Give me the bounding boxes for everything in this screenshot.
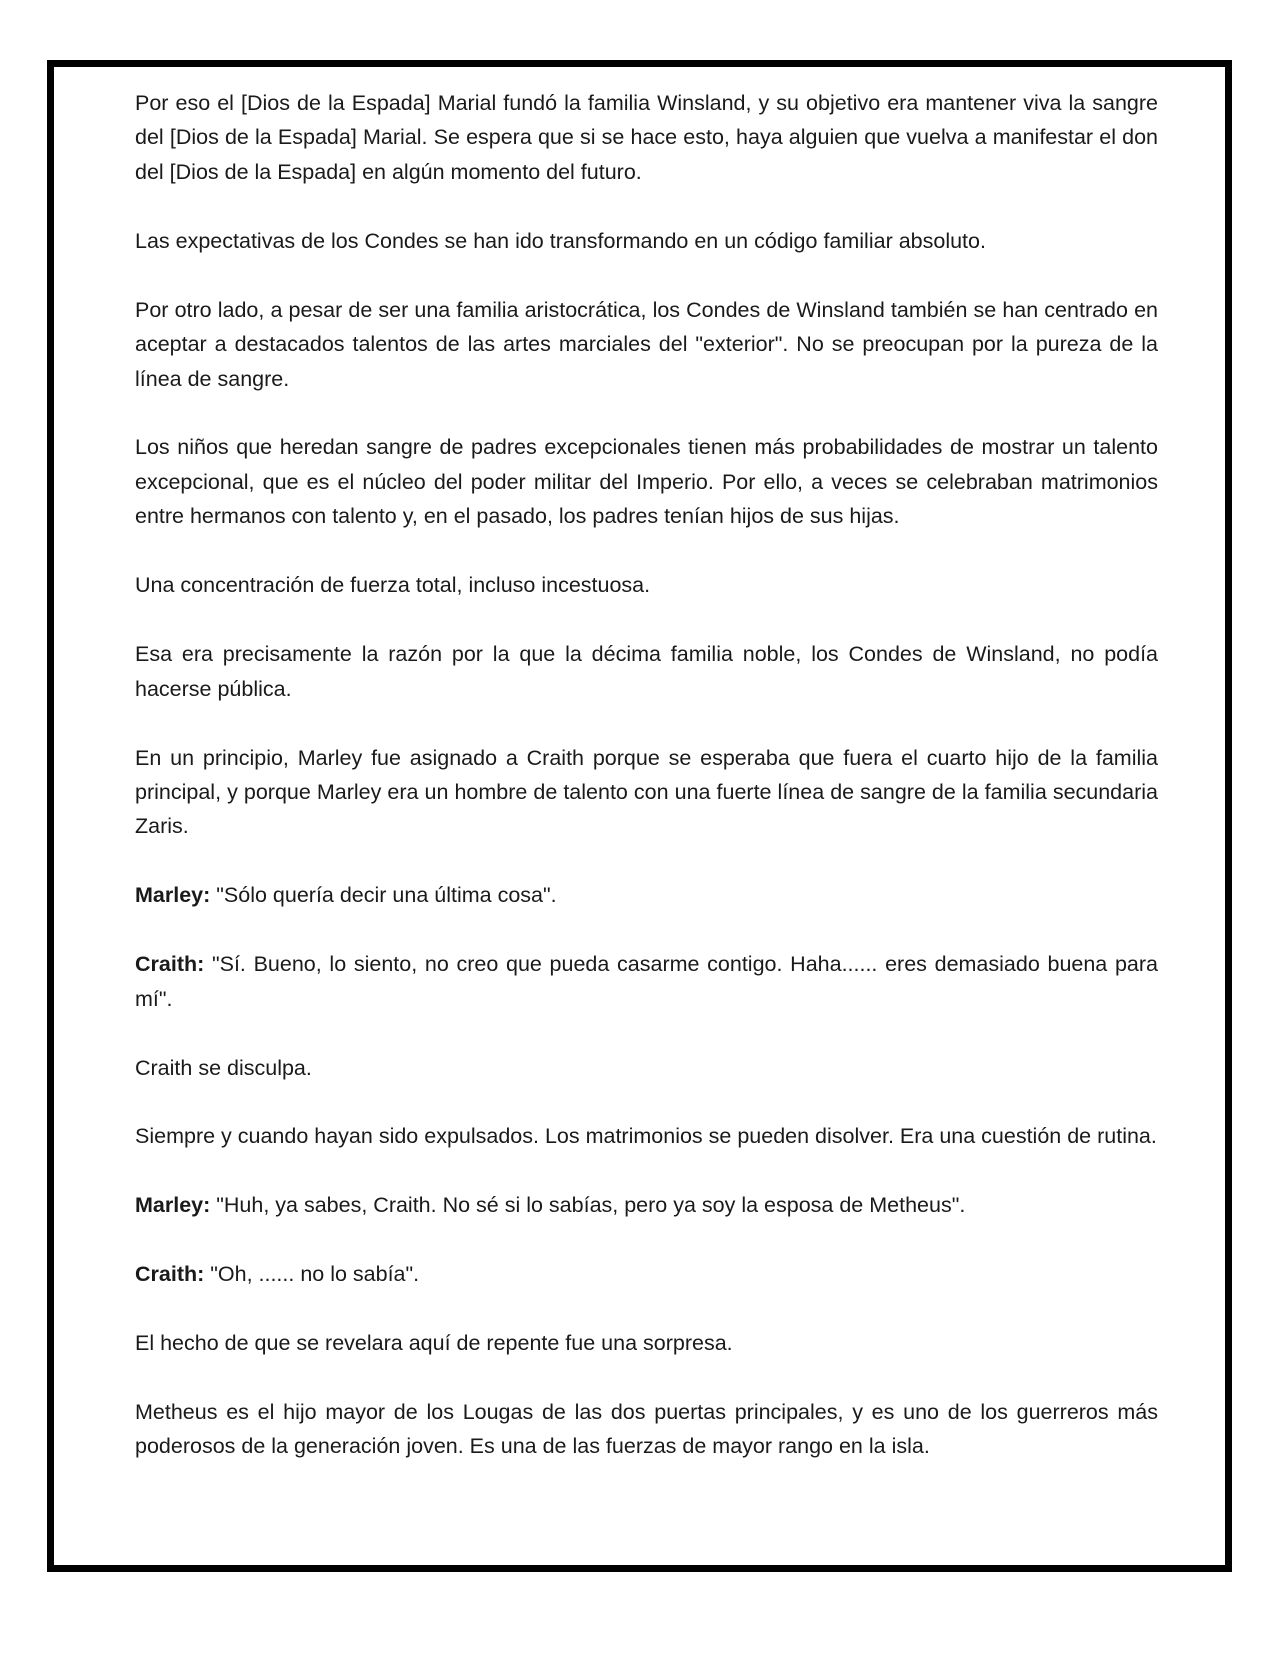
paragraph-text: "Sólo quería decir una última cosa". bbox=[210, 883, 557, 908]
dialogue-paragraph bbox=[135, 947, 1158, 1016]
dialogue-paragraph bbox=[135, 1257, 1158, 1291]
paragraph bbox=[135, 86, 1158, 189]
paragraph-text: Por otro lado, a pesar de ser una familia aristocrática, los Condes de Winsland también se han centrado en aceptar a destacados talentos de las artes marciales del "exterior". No se preocupan por la pureza de la línea de sangre. bbox=[135, 297, 1158, 391]
document-body bbox=[135, 86, 1158, 1464]
paragraph-text: En un principio, Marley fue asignado a Craith porque se esperaba que fuera el cuarto hijo de la familia principal, y porque Marley era un hombre de talento con una fuerte línea de sangre de la familia secundaria Zaris. bbox=[135, 745, 1158, 839]
paragraph-text: Una concentración de fuerza total, incluso incestuosa. bbox=[135, 573, 651, 598]
speaker-name: Craith: bbox=[135, 1262, 205, 1287]
paragraph bbox=[135, 1395, 1158, 1464]
paragraph-text: "Sí. Bueno, lo siento, no creo que pueda casarme contigo. Haha...... eres demasiado buena para mí". bbox=[135, 952, 1158, 1011]
paragraph-text: El hecho de que se revelara aquí de repente fue una sorpresa. bbox=[135, 1331, 733, 1356]
paragraph-text: Los niños que heredan sangre de padres excepcionales tienen más probabilidades de mostrar un talento excepcional, que es el núcleo del poder militar del Imperio. Por ello, a veces se celebraban matrimonios entre hermanos con talento y, en el pasado, los padres tenían hijos de sus hijas. bbox=[135, 435, 1158, 529]
paragraph-text: Craith se disculpa. bbox=[135, 1055, 312, 1080]
dialogue-paragraph bbox=[135, 878, 1158, 912]
paragraph-text: Siempre y cuando hayan sido expulsados. Los matrimonios se pueden disolver. Era una cuestión de rutina. bbox=[135, 1124, 1157, 1149]
paragraph bbox=[135, 637, 1158, 706]
paragraph-text: Por eso el [Dios de la Espada] Marial fundó la familia Winsland, y su objetivo era mantener viva la sangre del [Dios de la Espada] Marial. Se espera que si se hace esto, haya alguien que vuelva a manifestar el don del [Dios de la Espada] en algún momento del futuro. bbox=[135, 91, 1158, 184]
paragraph-text: Metheus es el hijo mayor de los Lougas de las dos puertas principales, y es uno de los guerreros más poderosos de la generación joven. Es una de las fuerzas de mayor rango en la isla. bbox=[135, 1400, 1158, 1459]
paragraph-text: "Huh, ya sabes, Craith. No sé si lo sabías, pero ya soy la esposa de Metheus". bbox=[210, 1193, 966, 1218]
paragraph-text: Esa era precisamente la razón por la que la décima familia noble, los Condes de Winsland, no podía hacerse pública. bbox=[135, 642, 1158, 701]
paragraph bbox=[135, 293, 1158, 396]
paragraph bbox=[135, 1326, 1158, 1360]
speaker-name: Marley: bbox=[135, 883, 211, 908]
speaker-name: Craith: bbox=[135, 952, 205, 977]
paragraph bbox=[135, 430, 1158, 533]
paragraph-text: Las expectativas de los Condes se han ido transformando en un código familiar absoluto. bbox=[135, 228, 986, 253]
paragraph bbox=[135, 224, 1158, 258]
speaker-name: Marley: bbox=[135, 1193, 211, 1218]
dialogue-paragraph bbox=[135, 1188, 1158, 1222]
paragraph bbox=[135, 568, 1158, 602]
paragraph bbox=[135, 741, 1158, 844]
paragraph bbox=[135, 1119, 1158, 1153]
page-frame bbox=[47, 60, 1232, 1572]
paragraph bbox=[135, 1051, 1158, 1085]
paragraph-text: "Oh, ...... no lo sabía". bbox=[204, 1262, 420, 1287]
